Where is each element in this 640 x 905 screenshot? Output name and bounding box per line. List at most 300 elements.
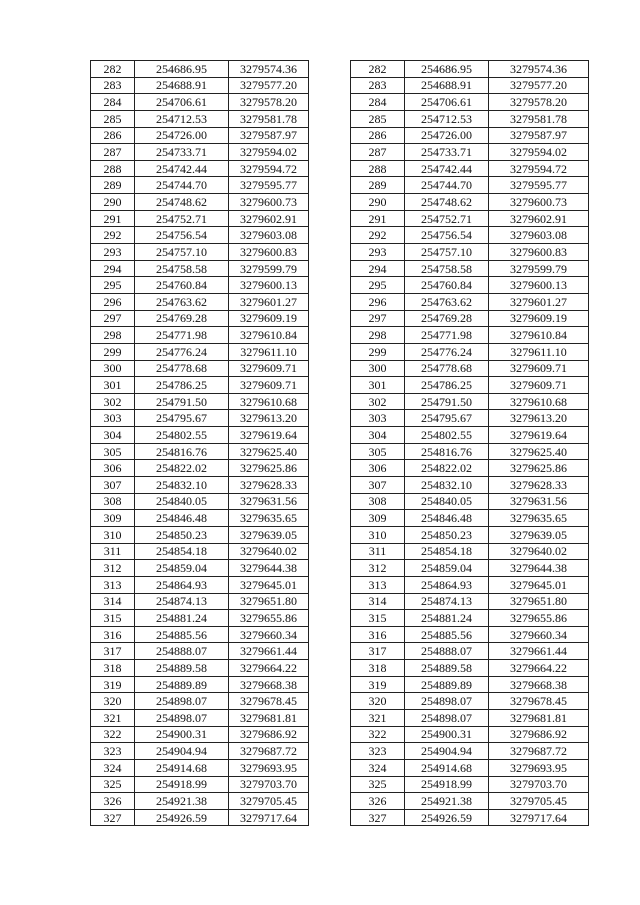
x-coordinate-cell: 254712.53 — [135, 110, 229, 127]
x-coordinate-cell: 254832.10 — [135, 477, 229, 494]
y-coordinate-cell: 3279581.78 — [229, 110, 309, 127]
x-coordinate-cell: 254758.58 — [405, 260, 489, 277]
point-number-cell: 305 — [91, 443, 135, 460]
point-number-cell: 288 — [91, 160, 135, 177]
point-number-cell: 298 — [91, 327, 135, 344]
x-coordinate-cell: 254733.71 — [405, 144, 489, 161]
y-coordinate-cell: 3279600.13 — [229, 277, 309, 294]
y-coordinate-cell: 3279678.45 — [489, 693, 589, 710]
point-number-cell: 293 — [351, 244, 405, 261]
table-row — [91, 393, 309, 410]
y-coordinate-cell: 3279602.91 — [489, 210, 589, 227]
x-coordinate-cell: 254791.50 — [135, 393, 229, 410]
table-row — [91, 377, 309, 394]
x-coordinate-cell: 254769.28 — [405, 310, 489, 327]
y-coordinate-cell: 3279640.02 — [229, 543, 309, 560]
table-row — [351, 460, 589, 477]
x-coordinate-cell: 254756.54 — [135, 227, 229, 244]
table-row — [351, 244, 589, 261]
x-coordinate-cell: 254748.62 — [135, 194, 229, 211]
x-coordinate-cell: 254748.62 — [405, 194, 489, 211]
x-coordinate-cell: 254885.56 — [405, 626, 489, 643]
y-coordinate-cell: 3279574.36 — [229, 61, 309, 78]
y-coordinate-cell: 3279600.73 — [229, 194, 309, 211]
table-row — [351, 759, 589, 776]
point-number-cell: 296 — [91, 293, 135, 310]
y-coordinate-cell: 3279693.95 — [229, 759, 309, 776]
y-coordinate-cell: 3279599.79 — [229, 260, 309, 277]
point-number-cell: 300 — [351, 360, 405, 377]
x-coordinate-cell: 254914.68 — [135, 759, 229, 776]
point-number-cell: 323 — [351, 743, 405, 760]
y-coordinate-cell: 3279705.45 — [489, 793, 589, 810]
coordinate-table-right — [350, 60, 589, 826]
table-row — [91, 693, 309, 710]
point-number-cell: 284 — [91, 94, 135, 111]
x-coordinate-cell: 254846.48 — [405, 510, 489, 527]
point-number-cell: 305 — [351, 443, 405, 460]
x-coordinate-cell: 254864.93 — [405, 576, 489, 593]
y-coordinate-cell: 3279609.71 — [489, 360, 589, 377]
table-row — [351, 343, 589, 360]
x-coordinate-cell: 254760.84 — [135, 277, 229, 294]
x-coordinate-cell: 254832.10 — [405, 477, 489, 494]
x-coordinate-cell: 254706.61 — [135, 94, 229, 111]
y-coordinate-cell: 3279703.70 — [229, 776, 309, 793]
point-number-cell: 297 — [91, 310, 135, 327]
x-coordinate-cell: 254904.94 — [135, 743, 229, 760]
table-row — [91, 61, 309, 78]
y-coordinate-cell: 3279577.20 — [489, 77, 589, 94]
table-row — [91, 343, 309, 360]
y-coordinate-cell: 3279610.68 — [229, 393, 309, 410]
table-row — [91, 360, 309, 377]
table-row — [91, 776, 309, 793]
table-row — [91, 643, 309, 660]
y-coordinate-cell: 3279587.97 — [229, 127, 309, 144]
point-number-cell: 320 — [351, 693, 405, 710]
table-row — [91, 493, 309, 510]
x-coordinate-cell: 254889.89 — [135, 676, 229, 693]
table-row — [91, 110, 309, 127]
y-coordinate-cell: 3279609.19 — [229, 310, 309, 327]
x-coordinate-cell: 254854.18 — [405, 543, 489, 560]
point-number-cell: 318 — [91, 660, 135, 677]
y-coordinate-cell: 3279651.80 — [229, 593, 309, 610]
point-number-cell: 302 — [91, 393, 135, 410]
x-coordinate-cell: 254859.04 — [405, 560, 489, 577]
table-row — [91, 310, 309, 327]
table-row — [91, 793, 309, 810]
table-row — [91, 227, 309, 244]
table-row — [351, 144, 589, 161]
table-row — [351, 510, 589, 527]
table-row — [91, 743, 309, 760]
point-number-cell: 324 — [351, 759, 405, 776]
x-coordinate-cell: 254900.31 — [135, 726, 229, 743]
point-number-cell: 309 — [91, 510, 135, 527]
x-coordinate-cell: 254881.24 — [135, 610, 229, 627]
table-row — [351, 443, 589, 460]
y-coordinate-cell: 3279609.71 — [229, 377, 309, 394]
table-row — [351, 610, 589, 627]
table-row — [351, 726, 589, 743]
table-row — [351, 160, 589, 177]
y-coordinate-cell: 3279661.44 — [489, 643, 589, 660]
x-coordinate-cell: 254850.23 — [135, 526, 229, 543]
table-row — [351, 393, 589, 410]
table-row — [351, 194, 589, 211]
table-row — [351, 210, 589, 227]
table-row — [351, 227, 589, 244]
table-row — [91, 293, 309, 310]
point-number-cell: 324 — [91, 759, 135, 776]
table-row — [351, 94, 589, 111]
table-row — [351, 660, 589, 677]
table-row — [351, 293, 589, 310]
table-row — [91, 427, 309, 444]
x-coordinate-cell: 254926.59 — [135, 809, 229, 826]
point-number-cell: 282 — [351, 61, 405, 78]
x-coordinate-cell: 254898.07 — [405, 693, 489, 710]
x-coordinate-cell: 254742.44 — [135, 160, 229, 177]
point-number-cell: 291 — [351, 210, 405, 227]
x-coordinate-cell: 254742.44 — [405, 160, 489, 177]
point-number-cell: 313 — [351, 576, 405, 593]
y-coordinate-cell: 3279619.64 — [489, 427, 589, 444]
y-coordinate-cell: 3279655.86 — [489, 610, 589, 627]
x-coordinate-cell: 254885.56 — [135, 626, 229, 643]
coordinate-table-left — [90, 60, 309, 826]
table-row — [351, 110, 589, 127]
x-coordinate-cell: 254776.24 — [405, 343, 489, 360]
point-number-cell: 287 — [351, 144, 405, 161]
point-number-cell: 288 — [351, 160, 405, 177]
table-row — [91, 327, 309, 344]
table-row — [91, 77, 309, 94]
table-row — [351, 327, 589, 344]
point-number-cell: 286 — [91, 127, 135, 144]
x-coordinate-cell: 254756.54 — [405, 227, 489, 244]
x-coordinate-cell: 254769.28 — [135, 310, 229, 327]
y-coordinate-cell: 3279660.34 — [229, 626, 309, 643]
table-row — [91, 144, 309, 161]
x-coordinate-cell: 254816.76 — [405, 443, 489, 460]
y-coordinate-cell: 3279686.92 — [229, 726, 309, 743]
x-coordinate-cell: 254802.55 — [135, 427, 229, 444]
point-number-cell: 289 — [91, 177, 135, 194]
y-coordinate-cell: 3279639.05 — [229, 526, 309, 543]
x-coordinate-cell: 254757.10 — [405, 244, 489, 261]
x-coordinate-cell: 254758.58 — [135, 260, 229, 277]
y-coordinate-cell: 3279645.01 — [489, 576, 589, 593]
table-row — [351, 693, 589, 710]
x-coordinate-cell: 254881.24 — [405, 610, 489, 627]
y-coordinate-cell: 3279635.65 — [489, 510, 589, 527]
table-row — [91, 560, 309, 577]
x-coordinate-cell: 254795.67 — [405, 410, 489, 427]
point-number-cell: 289 — [351, 177, 405, 194]
coordinate-table-right-body — [351, 61, 589, 826]
point-number-cell: 282 — [91, 61, 135, 78]
point-number-cell: 308 — [351, 493, 405, 510]
y-coordinate-cell: 3279640.02 — [489, 543, 589, 560]
table-row — [351, 526, 589, 543]
point-number-cell: 293 — [91, 244, 135, 261]
y-coordinate-cell: 3279578.20 — [229, 94, 309, 111]
point-number-cell: 285 — [351, 110, 405, 127]
y-coordinate-cell: 3279639.05 — [489, 526, 589, 543]
table-row — [351, 410, 589, 427]
point-number-cell: 304 — [351, 427, 405, 444]
table-row — [91, 709, 309, 726]
x-coordinate-cell: 254726.00 — [405, 127, 489, 144]
y-coordinate-cell: 3279595.77 — [489, 177, 589, 194]
x-coordinate-cell: 254926.59 — [405, 809, 489, 826]
x-coordinate-cell: 254921.38 — [405, 793, 489, 810]
x-coordinate-cell: 254898.07 — [135, 709, 229, 726]
x-coordinate-cell: 254771.98 — [405, 327, 489, 344]
y-coordinate-cell: 3279610.68 — [489, 393, 589, 410]
point-number-cell: 321 — [91, 709, 135, 726]
y-coordinate-cell: 3279655.86 — [229, 610, 309, 627]
table-row — [91, 593, 309, 610]
x-coordinate-cell: 254744.70 — [135, 177, 229, 194]
y-coordinate-cell: 3279609.71 — [229, 360, 309, 377]
point-number-cell: 321 — [351, 709, 405, 726]
table-row — [91, 809, 309, 826]
y-coordinate-cell: 3279611.10 — [489, 343, 589, 360]
table-row — [91, 260, 309, 277]
x-coordinate-cell: 254778.68 — [135, 360, 229, 377]
y-coordinate-cell: 3279717.64 — [489, 809, 589, 826]
y-coordinate-cell: 3279602.91 — [229, 210, 309, 227]
y-coordinate-cell: 3279587.97 — [489, 127, 589, 144]
table-row — [91, 460, 309, 477]
y-coordinate-cell: 3279635.65 — [229, 510, 309, 527]
y-coordinate-cell: 3279610.84 — [229, 327, 309, 344]
y-coordinate-cell: 3279599.79 — [489, 260, 589, 277]
x-coordinate-cell: 254898.07 — [135, 693, 229, 710]
x-coordinate-cell: 254786.25 — [405, 377, 489, 394]
table-row — [351, 809, 589, 826]
x-coordinate-cell: 254888.07 — [135, 643, 229, 660]
x-coordinate-cell: 254778.68 — [405, 360, 489, 377]
y-coordinate-cell: 3279625.86 — [229, 460, 309, 477]
point-number-cell: 303 — [91, 410, 135, 427]
x-coordinate-cell: 254822.02 — [135, 460, 229, 477]
table-row — [91, 510, 309, 527]
y-coordinate-cell: 3279609.71 — [489, 377, 589, 394]
point-number-cell: 326 — [91, 793, 135, 810]
point-number-cell: 294 — [91, 260, 135, 277]
y-coordinate-cell: 3279625.40 — [229, 443, 309, 460]
table-row — [351, 61, 589, 78]
y-coordinate-cell: 3279668.38 — [229, 676, 309, 693]
x-coordinate-cell: 254822.02 — [405, 460, 489, 477]
y-coordinate-cell: 3279619.64 — [229, 427, 309, 444]
table-row — [351, 643, 589, 660]
table-row — [351, 543, 589, 560]
table-row — [351, 477, 589, 494]
x-coordinate-cell: 254904.94 — [405, 743, 489, 760]
table-row — [351, 676, 589, 693]
y-coordinate-cell: 3279613.20 — [489, 410, 589, 427]
point-number-cell: 291 — [91, 210, 135, 227]
point-number-cell: 314 — [91, 593, 135, 610]
x-coordinate-cell: 254816.76 — [135, 443, 229, 460]
x-coordinate-cell: 254763.62 — [405, 293, 489, 310]
x-coordinate-cell: 254712.53 — [405, 110, 489, 127]
x-coordinate-cell: 254889.58 — [135, 660, 229, 677]
y-coordinate-cell: 3279601.27 — [229, 293, 309, 310]
coordinate-table-left-body — [91, 61, 309, 826]
y-coordinate-cell: 3279645.01 — [229, 576, 309, 593]
point-number-cell: 326 — [351, 793, 405, 810]
point-number-cell: 317 — [91, 643, 135, 660]
point-number-cell: 296 — [351, 293, 405, 310]
point-number-cell: 325 — [351, 776, 405, 793]
x-coordinate-cell: 254776.24 — [135, 343, 229, 360]
point-number-cell: 301 — [351, 377, 405, 394]
point-number-cell: 316 — [91, 626, 135, 643]
y-coordinate-cell: 3279660.34 — [489, 626, 589, 643]
table-row — [351, 427, 589, 444]
point-number-cell: 292 — [351, 227, 405, 244]
y-coordinate-cell: 3279644.38 — [489, 560, 589, 577]
x-coordinate-cell: 254918.99 — [405, 776, 489, 793]
point-number-cell: 286 — [351, 127, 405, 144]
x-coordinate-cell: 254752.71 — [135, 210, 229, 227]
table-row — [91, 626, 309, 643]
table-row — [91, 277, 309, 294]
y-coordinate-cell: 3279595.77 — [229, 177, 309, 194]
y-coordinate-cell: 3279600.73 — [489, 194, 589, 211]
x-coordinate-cell: 254757.10 — [135, 244, 229, 261]
point-number-cell: 304 — [91, 427, 135, 444]
point-number-cell: 319 — [351, 676, 405, 693]
table-row — [351, 626, 589, 643]
point-number-cell: 301 — [91, 377, 135, 394]
table-row — [351, 127, 589, 144]
table-row — [351, 177, 589, 194]
x-coordinate-cell: 254889.89 — [405, 676, 489, 693]
y-coordinate-cell: 3279678.45 — [229, 693, 309, 710]
y-coordinate-cell: 3279681.81 — [229, 709, 309, 726]
y-coordinate-cell: 3279631.56 — [229, 493, 309, 510]
table-row — [91, 543, 309, 560]
table-row — [351, 593, 589, 610]
point-number-cell: 284 — [351, 94, 405, 111]
point-number-cell: 302 — [351, 393, 405, 410]
point-number-cell: 315 — [91, 610, 135, 627]
point-number-cell: 290 — [91, 194, 135, 211]
y-coordinate-cell: 3279661.44 — [229, 643, 309, 660]
y-coordinate-cell: 3279705.45 — [229, 793, 309, 810]
y-coordinate-cell: 3279613.20 — [229, 410, 309, 427]
table-row — [351, 77, 589, 94]
point-number-cell: 307 — [351, 477, 405, 494]
point-number-cell: 322 — [351, 726, 405, 743]
table-row — [351, 260, 589, 277]
point-number-cell: 299 — [91, 343, 135, 360]
x-coordinate-cell: 254763.62 — [135, 293, 229, 310]
x-coordinate-cell: 254744.70 — [405, 177, 489, 194]
y-coordinate-cell: 3279664.22 — [229, 660, 309, 677]
table-row — [91, 127, 309, 144]
point-number-cell: 297 — [351, 310, 405, 327]
table-row — [351, 709, 589, 726]
point-number-cell: 310 — [91, 526, 135, 543]
y-coordinate-cell: 3279687.72 — [489, 743, 589, 760]
point-number-cell: 292 — [91, 227, 135, 244]
x-coordinate-cell: 254898.07 — [405, 709, 489, 726]
x-coordinate-cell: 254726.00 — [135, 127, 229, 144]
point-number-cell: 325 — [91, 776, 135, 793]
x-coordinate-cell: 254771.98 — [135, 327, 229, 344]
table-row — [91, 526, 309, 543]
point-number-cell: 313 — [91, 576, 135, 593]
y-coordinate-cell: 3279651.80 — [489, 593, 589, 610]
x-coordinate-cell: 254864.93 — [135, 576, 229, 593]
y-coordinate-cell: 3279600.83 — [229, 244, 309, 261]
x-coordinate-cell: 254733.71 — [135, 144, 229, 161]
table-row — [351, 743, 589, 760]
point-number-cell: 317 — [351, 643, 405, 660]
table-row — [91, 177, 309, 194]
table-row — [351, 576, 589, 593]
point-number-cell: 319 — [91, 676, 135, 693]
x-coordinate-cell: 254889.58 — [405, 660, 489, 677]
x-coordinate-cell: 254752.71 — [405, 210, 489, 227]
point-number-cell: 309 — [351, 510, 405, 527]
table-row — [91, 726, 309, 743]
point-number-cell: 311 — [351, 543, 405, 560]
table-row — [91, 410, 309, 427]
point-number-cell: 312 — [91, 560, 135, 577]
y-coordinate-cell: 3279594.72 — [229, 160, 309, 177]
table-row — [351, 793, 589, 810]
point-number-cell: 285 — [91, 110, 135, 127]
x-coordinate-cell: 254760.84 — [405, 277, 489, 294]
table-row — [351, 493, 589, 510]
y-coordinate-cell: 3279611.10 — [229, 343, 309, 360]
point-number-cell: 310 — [351, 526, 405, 543]
x-coordinate-cell: 254850.23 — [405, 526, 489, 543]
x-coordinate-cell: 254686.95 — [135, 61, 229, 78]
y-coordinate-cell: 3279601.27 — [489, 293, 589, 310]
y-coordinate-cell: 3279581.78 — [489, 110, 589, 127]
table-row — [91, 94, 309, 111]
table-row — [351, 310, 589, 327]
x-coordinate-cell: 254840.05 — [135, 493, 229, 510]
table-row — [91, 610, 309, 627]
x-coordinate-cell: 254791.50 — [405, 393, 489, 410]
point-number-cell: 287 — [91, 144, 135, 161]
y-coordinate-cell: 3279610.84 — [489, 327, 589, 344]
point-number-cell: 311 — [91, 543, 135, 560]
y-coordinate-cell: 3279717.64 — [229, 809, 309, 826]
y-coordinate-cell: 3279574.36 — [489, 61, 589, 78]
y-coordinate-cell: 3279578.20 — [489, 94, 589, 111]
point-number-cell: 323 — [91, 743, 135, 760]
y-coordinate-cell: 3279603.08 — [229, 227, 309, 244]
table-row — [91, 477, 309, 494]
y-coordinate-cell: 3279631.56 — [489, 493, 589, 510]
y-coordinate-cell: 3279681.81 — [489, 709, 589, 726]
y-coordinate-cell: 3279594.02 — [229, 144, 309, 161]
point-number-cell: 299 — [351, 343, 405, 360]
